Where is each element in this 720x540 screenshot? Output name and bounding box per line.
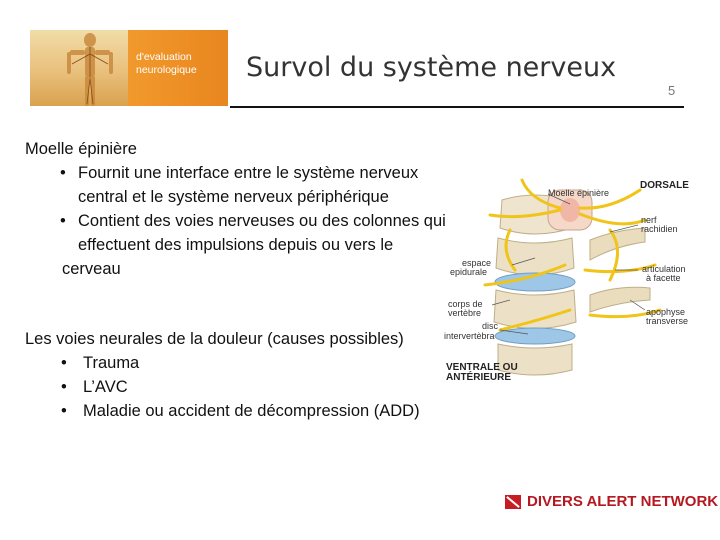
- bullet-item: • L’AVC: [25, 375, 485, 399]
- label-nerve: nerf: [641, 215, 657, 225]
- header-banner: [30, 30, 228, 106]
- label-disc-1: disc: [482, 321, 499, 331]
- label-facet-joint-2: à facette: [646, 273, 681, 283]
- dan-logo: [505, 493, 718, 510]
- label-epidural-space-1: espace: [462, 258, 492, 268]
- label-anterior: ANTÉRIEURE: [446, 372, 512, 383]
- section-heading: Moelle épinière: [25, 140, 137, 158]
- spinal-cord-section: [25, 137, 465, 281]
- banner-caption: [136, 51, 228, 77]
- label-vertebral-body-2: vertèbre: [448, 308, 482, 318]
- bullet-item: • Trauma: [25, 351, 485, 375]
- bullet-item: • Contient des voies nerveuses ou des colonnes qui effectuent des impulsions depuis ou vers le: [25, 209, 465, 257]
- dive-flag-icon: [505, 495, 521, 509]
- slide-title: Survol du système nerveux: [246, 52, 617, 83]
- label-spinal-nerve: rachidien: [641, 224, 678, 234]
- section-heading: Les voies neurales de la douleur (causes possibles): [25, 330, 404, 348]
- label-vertebral-body-1: corps de: [448, 299, 483, 309]
- label-epidural-space-2: epidurale: [450, 267, 488, 277]
- label-spinal-cord: Moelle épinière: [548, 188, 610, 198]
- title-divider: [230, 106, 684, 108]
- label-transverse-process-1: apophyse: [646, 307, 686, 317]
- anatomy-figure-image: [30, 30, 128, 106]
- spine-anatomy-diagram: [440, 170, 702, 390]
- label-disc-2: intervertèbra: [444, 331, 495, 341]
- label-dorsal: DORSALE: [640, 180, 689, 191]
- label-ventral: VENTRALE OU: [446, 362, 518, 373]
- banner-line-2: neurologique: [136, 64, 197, 76]
- bullet-continuation: cerveau: [62, 260, 121, 278]
- label-transverse-process-2: transverse: [646, 316, 689, 326]
- logo-text: DIVERS ALERT NETWORK: [527, 493, 719, 510]
- bullet-item: • Maladie ou accident de décompression (ADD): [25, 399, 485, 423]
- page-number: 5: [668, 83, 676, 98]
- banner-line-1: d'evaluation: [136, 51, 192, 63]
- bullet-item: • Fournit une interface entre le système nerveux central et le système nerveux périphérique: [25, 161, 465, 209]
- pain-pathways-section: [25, 327, 485, 423]
- label-facet-joint-1: articulation: [642, 264, 686, 274]
